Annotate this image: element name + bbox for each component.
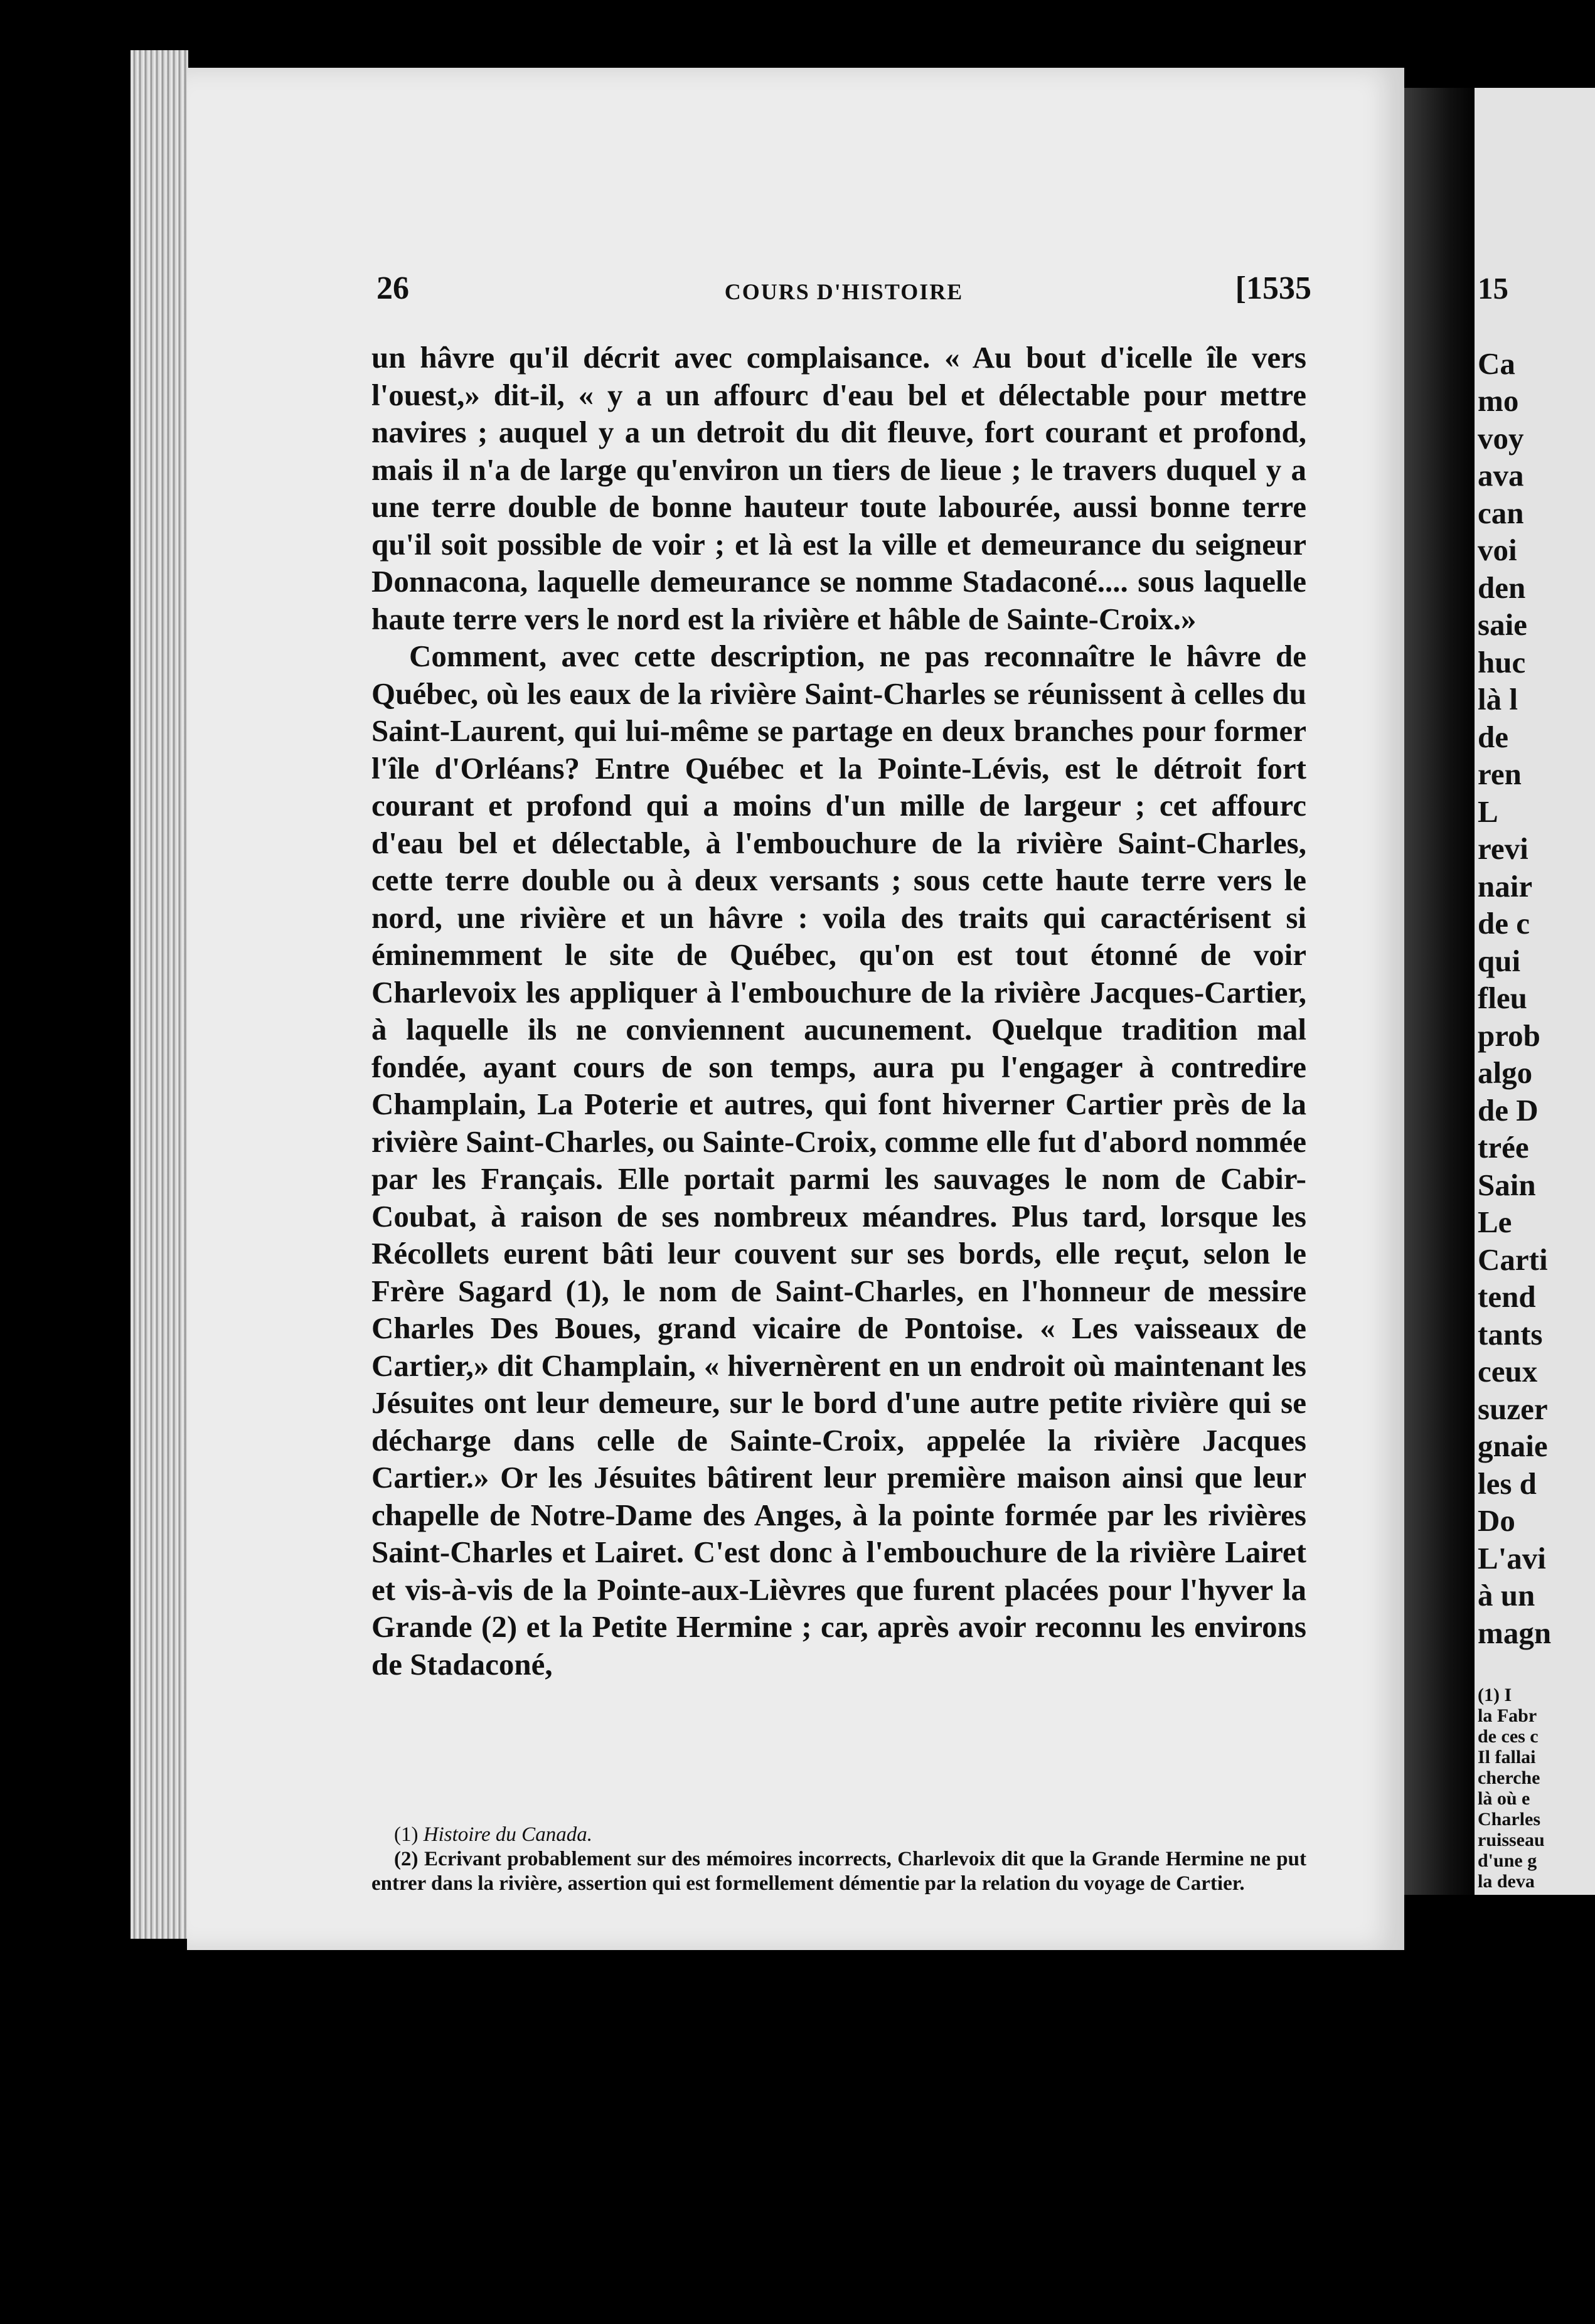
footnote-marker: (2) (394, 1848, 419, 1870)
facing-page-line: de (1478, 719, 1508, 754)
footnote-text: Histoire du Canada. (423, 1823, 592, 1846)
facing-page-line: ren (1478, 757, 1522, 791)
facing-page-line: de c (1478, 906, 1530, 941)
facing-page-line: Sain (1478, 1167, 1536, 1202)
facing-page-line: can (1478, 495, 1524, 530)
body-text (371, 339, 1306, 1683)
facing-page-text (1478, 270, 1595, 1651)
facing-page-line: voy (1478, 420, 1524, 456)
facing-page-note-line: Il fallai (1478, 1747, 1536, 1767)
facing-page-note-line: de ces c (1478, 1726, 1539, 1747)
facing-page-line: fleu (1478, 981, 1527, 1015)
facing-page-line: là l (1478, 682, 1518, 717)
facing-page-line: saie (1478, 607, 1527, 642)
facing-page-line: revi (1478, 831, 1528, 866)
facing-page-line: voi (1478, 533, 1517, 567)
facing-page-line: Carti (1478, 1242, 1548, 1277)
facing-page-line: huc (1478, 644, 1526, 680)
book-page-edges (131, 50, 188, 1939)
facing-page-note-line: la deva (1478, 1871, 1535, 1892)
facing-page-line: suzer (1478, 1391, 1548, 1426)
date-marker: [1535 (1235, 270, 1311, 306)
facing-page-line: trée (1478, 1130, 1529, 1165)
facing-page-line: Ca (1478, 346, 1515, 381)
facing-page-line: Do (1478, 1503, 1515, 1538)
facing-page-spacer (1478, 307, 1595, 345)
facing-page-notes (1478, 1685, 1595, 1892)
footnotes (371, 1823, 1306, 1896)
facing-page-line: algo (1478, 1055, 1533, 1090)
facing-page-line: tants (1478, 1316, 1543, 1351)
facing-page-line: qui (1478, 943, 1521, 978)
running-head (188, 270, 1311, 320)
facing-page-line: Le (1478, 1205, 1512, 1239)
footnote-2 (371, 1847, 1306, 1896)
facing-page-header: 15 (1478, 271, 1508, 306)
facing-page-note-line: d'une g (1478, 1850, 1537, 1871)
facing-page-line: prob (1478, 1018, 1540, 1053)
facing-page-note-line: ruisseau (1478, 1830, 1545, 1850)
facing-page-line: L'avi (1478, 1540, 1546, 1575)
facing-page-line: ceux (1478, 1354, 1538, 1389)
facing-page-note-line: cherche (1478, 1767, 1540, 1788)
facing-page-lines (1478, 345, 1595, 1652)
facing-page-line: tend (1478, 1279, 1536, 1314)
facing-page-line: de D (1478, 1092, 1539, 1127)
running-title: COURS D'HISTOIRE (724, 279, 964, 304)
facing-page-line: L (1478, 794, 1498, 829)
facing-page-line: gnaie (1478, 1429, 1548, 1463)
facing-page-line: mo (1478, 383, 1519, 418)
paragraph-2: Comment, avec cette description, ne pas reconnaître le hâvre de Québec, où les eaux de la rivière Saint-Charles se réunissent à celles du Saint-Laurent, qui lui-même se partage en deux branches pour former l'île d'Orléans? Entre Québec et la Pointe-Lévis, est le détroit fort courant et profond qui a moins d'un mille de largeur ; cet affourc d'eau bel et délectable, à l'embouchure de la rivière Saint-Charles, cette terre double ou à deux versants ; sous cette haute terre vers le nord, une rivière et un hâvre : voila des traits qui caractérisent si éminemment le site de Québec, qu'on est tout étonné de voir Charlevoix les appliquer à l'embouchure de la rivière Jacques-Cartier, à laquelle ils ne conviennent aucunement. Quelque tradition mal fondée, ayant cours de son temps, aura pu l'engager à contredire Champlain, La Poterie et autres, qui font hiverner Cartier près de la rivière Saint-Charles, ou Sainte-Croix, comme elle fut d'abord nommée par les Français. Elle portait parmi les sauvages le nom de Cabir-Coubat, à raison de ses nombreux méandres. Plus tard, lorsque les Récollets eurent bâti leur couvent sur ses bords, elle reçut, selon le Frère Sagard (1), le nom de Saint-Charles, en l'honneur de messire Charles Des Boues, grand vicaire de Pontoise. « Les vaisseaux de Cartier,» dit Champlain, « hivernèrent en un endroit où maintenant les Jésuites ont leur demeure, sur le bord d'une autre petite rivière qui se décharge dans celle de Sainte-Croix, appelée la rivière Jacques Cartier.» Or les Jésuites bâtirent leur première maison ainsi que leur chapelle de Notre-Dame des Anges, à la pointe formée par les rivières Saint-Charles et Lairet. C'est donc à l'embouchure de la rivière Lairet et vis-à-vis de la Pointe-aux-Lièvres que furent placées pour l'hyver la Grande (2) et la Petite Hermine ; car, après avoir reconnu les environs de Stadaconé, (371, 639, 1306, 1682)
footnote-text: Ecrivant probablement sur des mémoires incorrects, Charlevoix dit que la Grande Hermine ne put entrer dans la rivière, assertion qui est formellement démentie par la relation du voyage de Cartier. (371, 1848, 1307, 1895)
facing-page-line: magn (1478, 1615, 1552, 1650)
facing-page-note-line: là où e (1478, 1788, 1530, 1809)
facing-page-note-line: la Fabr (1478, 1705, 1537, 1726)
facing-page-line: den (1478, 570, 1526, 605)
facing-page-note-line: (1) I (1478, 1685, 1512, 1705)
page-number: 26 (376, 270, 409, 306)
facing-page-line: nair (1478, 868, 1533, 903)
paragraph-1: un hâvre qu'il décrit avec complaisance. « Au bout d'icelle île vers l'ouest,» dit-il, « y a un affourc d'eau bel et délectable pour mettre navires ; auquel y a un detroit du dit fleuve, fort courant et profond, mais il n'a de large qu'environ un tiers de lieue ; le travers duquel y a une terre double de bonne hauteur toute labourée, aussi bonne terre qu'il soit possible de voir ; et là est la ville et demeurance du seigneur Donnacona, laquelle demeurance se nomme Stadaconé.... sous laquelle haute terre vers le nord est la rivière et hâble de Sainte-Croix.» (371, 340, 1306, 636)
footnote-marker: (1) (394, 1823, 419, 1846)
facing-page-note-line: Charles (1478, 1809, 1540, 1830)
facing-page-line: les d (1478, 1466, 1537, 1501)
book-gutter (1404, 88, 1480, 1895)
footnote-1 (371, 1823, 1306, 1847)
facing-page-line: ava (1478, 458, 1524, 493)
facing-page-line: à un (1478, 1578, 1535, 1612)
